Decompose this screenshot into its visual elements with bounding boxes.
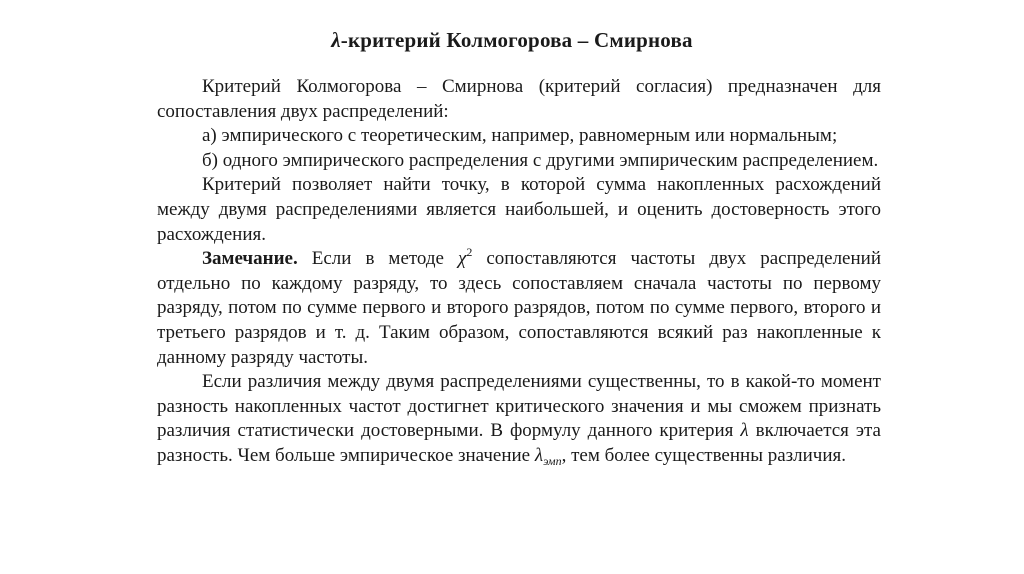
title-lambda: λ — [331, 28, 341, 52]
remark-pre: Если в методе — [297, 248, 458, 270]
paragraph-conclusion — [157, 370, 881, 468]
chi-symbol: χ — [458, 248, 467, 270]
paragraph-item-b: б) одного эмпирического распределения с другими эмпирическим распределением. — [202, 149, 879, 171]
lambda-emp-symbol: λ — [534, 444, 544, 466]
paragraph-item-a: а) эмпирического с теоретическим, например, равномерным или нормальным; — [202, 125, 838, 147]
slide-title — [0, 28, 1024, 53]
conclusion-mid: включается эта разность. Чем больше эмпирическое значение — [157, 420, 881, 466]
remark-label: Замечание. — [202, 248, 298, 270]
paragraph-intro: Критерий Колмогорова – Смирнова (критерий согласия) предназначен для сопоставления двух распределений: — [157, 76, 881, 122]
conclusion-pre: Если различия между двумя распределениями существенны, то в какой-то момент разность накопленных частот достигнет критического значения и мы сможем признать различия статистически достоверными. В формулу данного критерия — [157, 371, 881, 442]
remark-post: сопоставляются частоты двух распределений отдельно по каждому разряду, то здесь сопоставляем сначала частоты по первому разряду, потом по сумме первого и второго разрядов, потом по сумме первого, второго и третьего разрядов и т. д. Таким образом, сопоставляются всякий раз накопленные к данному разряду частоты. — [157, 248, 881, 368]
paragraph-criterion: Критерий позволяет найти точку, в которой сумма накопленных расхождений между двумя распределениями является наибольшей, и оценить достоверность этого расхождения. — [157, 174, 881, 245]
title-text: -критерий Колмогорова – Смирнова — [340, 28, 693, 52]
paragraph-remark — [157, 247, 881, 370]
conclusion-post: , тем более существенны различия. — [561, 444, 847, 466]
body-text — [157, 75, 881, 469]
lambda-symbol: λ — [740, 420, 749, 442]
chi-superscript: 2 — [466, 245, 473, 260]
lambda-emp-subscript: эмп — [543, 453, 562, 468]
